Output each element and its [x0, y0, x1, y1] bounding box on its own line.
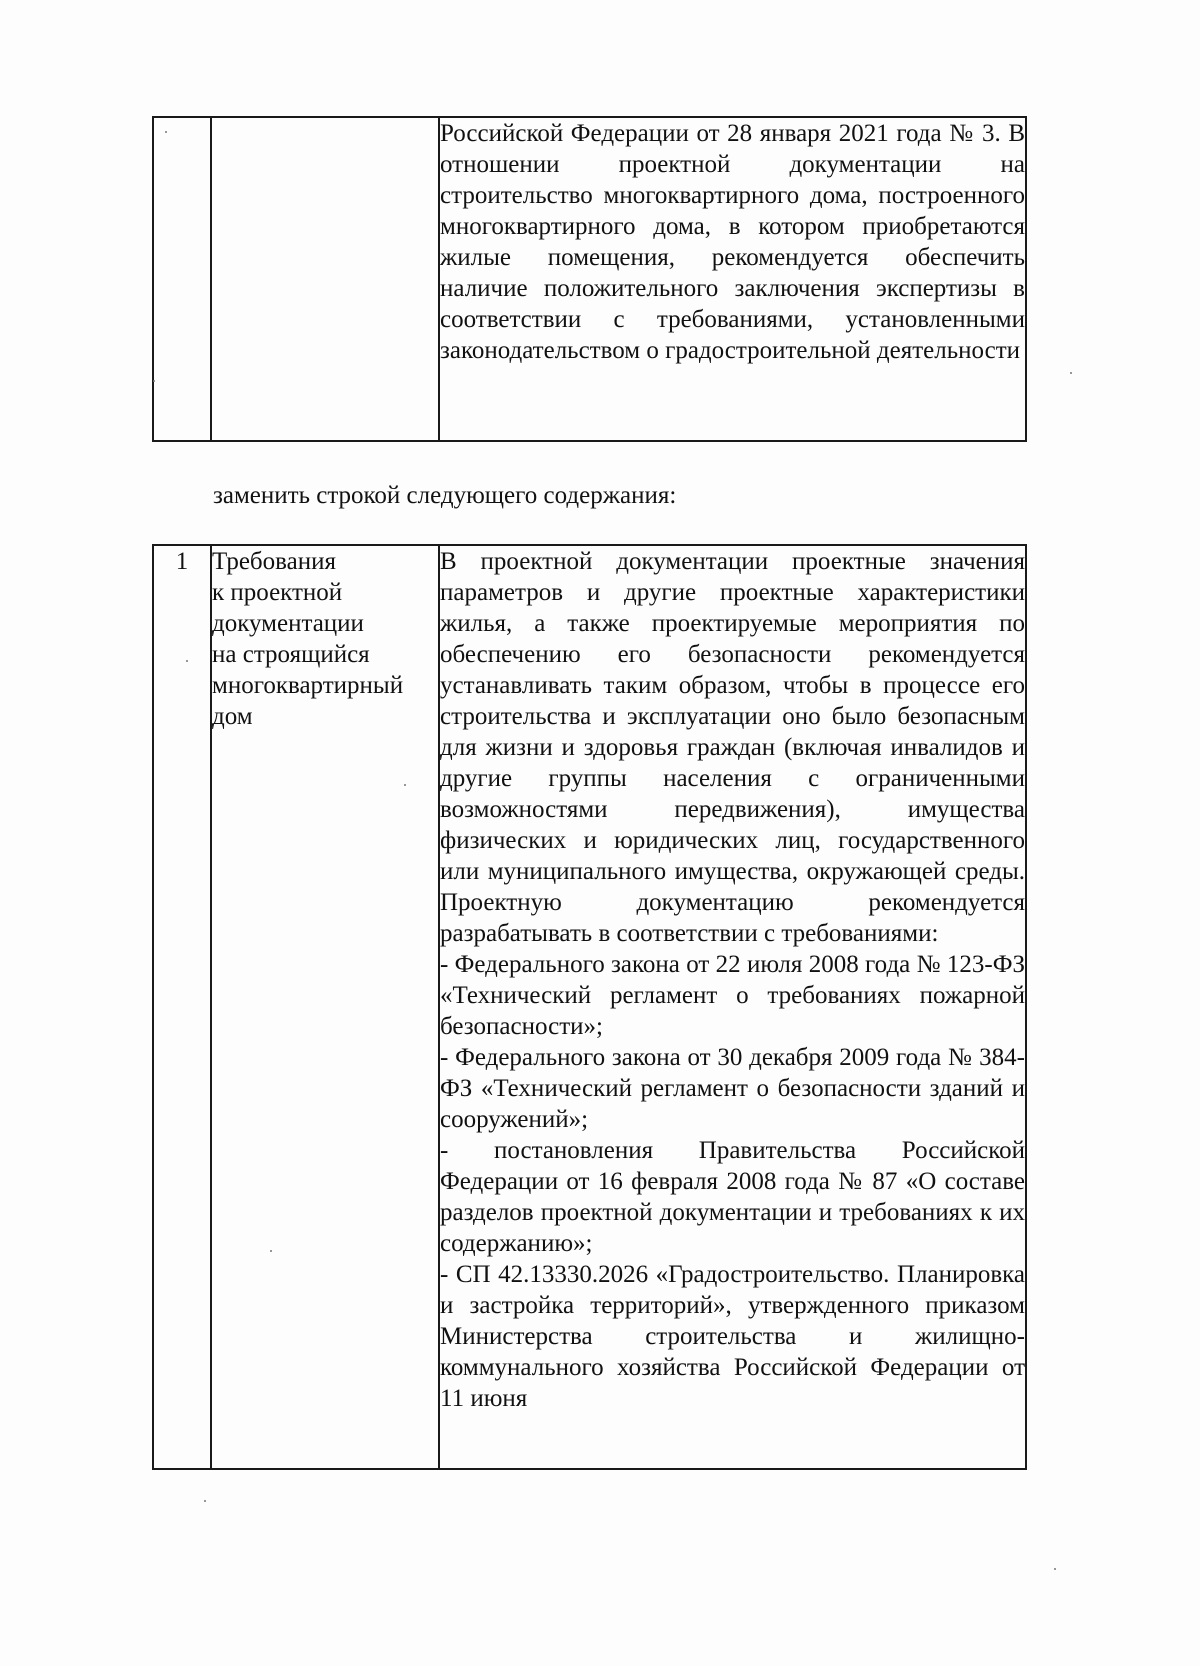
row-text-paragraph: - СП 42.13330.2026 «Градостроительство. Планировка и застройка территорий», утвержденного приказом Министерства строительства и жилищно-коммунального хозяйства Российской Федерации от 11 июня — [440, 1261, 1025, 1412]
row-name-line: документации — [212, 610, 364, 637]
instruction-text: заменить строкой следующего содержания: — [213, 482, 677, 509]
row-text-paragraph: В проектной документации проектные значения параметров и другие проектные характеристики жилья, а также проектируемые мероприятия по обеспечению его безопасности рекомендуется устанавливать таким образом, чтобы в процессе его строительства и эксплуатации оно было безопасным для жизни и здоровья граждан (включая инвалидов и другие группы населения с ограниченными возможностями передвижения), имущества физических и юридических лиц, государственного или муниципального имущества, окружающей среды. Проектную документацию рекомендуется разрабатывать в соответствии с требованиями: — [440, 548, 1025, 947]
scan-speck — [165, 131, 167, 133]
scan-speck — [404, 784, 406, 786]
row-name-cell — [211, 545, 439, 1469]
scan-speck — [1054, 1568, 1056, 1570]
row-name-line: Требования — [212, 548, 336, 575]
scan-speck — [1070, 372, 1072, 374]
scan-speck — [153, 380, 155, 382]
row-number-cell — [153, 117, 211, 441]
row-text-paragraph: Российской Федерации от 28 января 2021 года № 3. В отношении проектной документации на строительство многоквартирного дома, построенного многоквартирного дома, в котором приобретаются жилые помещения, рекомендуется обеспечить наличие положительного заключения экспертизы в соответствии с требованиями, установленными законодательством о градостроительной деятельности — [440, 120, 1025, 364]
scan-speck — [204, 1500, 206, 1502]
row-text-paragraph: - Федерального закона от 22 июля 2008 года № 123-ФЗ «Технический регламент о требованиях пожарной безопасности»; — [440, 951, 1025, 1040]
row-text-paragraph: - постановления Правительства Российской Федерации от 16 февраля 2008 года № 87 «О составе разделов проектной документации и требованиях к их содержанию»; — [440, 1137, 1025, 1257]
row-text-cell — [439, 117, 1026, 441]
previous-row-table — [152, 116, 1027, 442]
row-name-cell — [211, 117, 439, 441]
table-row — [153, 117, 1026, 441]
new-row-table — [152, 544, 1027, 1470]
row-name-line: к проектной — [212, 579, 343, 606]
row-name-line: дом — [212, 703, 253, 730]
row-name-line: многоквартирный — [212, 672, 404, 699]
row-text-paragraph: - Федерального закона от 30 декабря 2009 года № 384-ФЗ «Технический регламент о безопасности зданий и сооружений»; — [440, 1044, 1025, 1133]
table-row — [153, 545, 1026, 1469]
row-number-cell: 1 — [153, 545, 211, 1469]
row-text-cell — [439, 545, 1026, 1469]
scan-speck — [270, 1250, 272, 1252]
row-name-line: на строящийся — [212, 641, 370, 668]
scan-speck — [186, 660, 188, 662]
